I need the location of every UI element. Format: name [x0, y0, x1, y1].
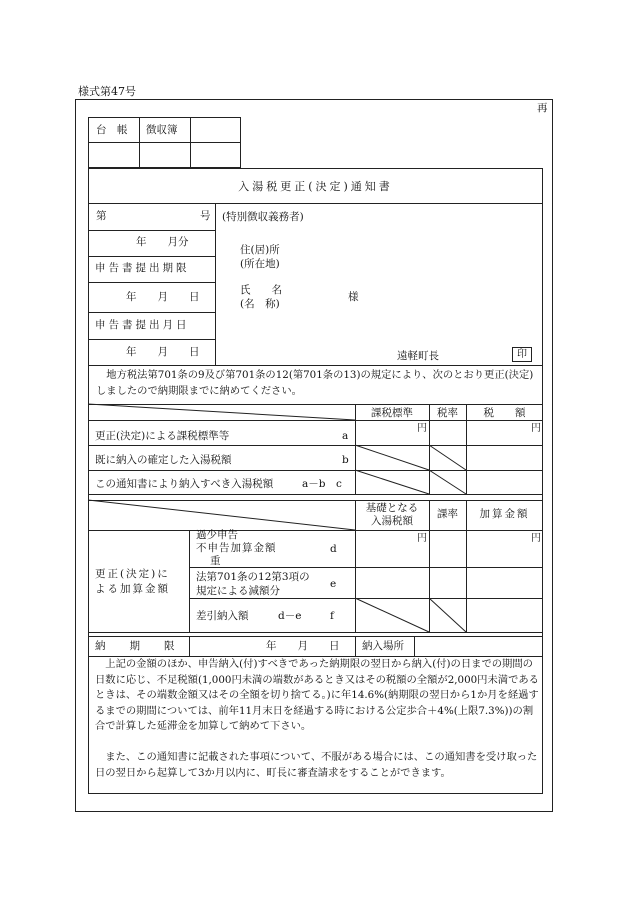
row-f-formula: d－e [278, 610, 302, 622]
row-d-line1: 過少申告 [196, 529, 238, 541]
surcharge-amount-header: 加算金額 [479, 508, 530, 520]
row-a-amount-unit: 円 [531, 423, 541, 434]
row-a-base-unit: 円 [417, 423, 427, 434]
row-e-line2: 規定による減額分 [196, 585, 280, 597]
number-label: 第 [96, 210, 107, 222]
table1-blank-diagonals [355, 445, 466, 494]
tax-amount-header: 税 額 [483, 407, 526, 419]
row-e-line1: 法第701条の12第3項の [196, 571, 310, 583]
payment-place-label: 納入場所 [362, 640, 404, 652]
row-c-code: a－b c [302, 478, 342, 490]
form-number: 様式第47号 [78, 85, 136, 98]
filing-date: 年 月 日 [126, 346, 200, 358]
number-suffix: 号 [200, 210, 211, 222]
issuer-name: 遠軽町長 [397, 350, 439, 362]
row-d-base-unit: 円 [417, 533, 427, 544]
surcharge-rate-header: 課率 [437, 508, 458, 520]
tax-base-header: 課税標準 [371, 407, 413, 419]
payment-deadline-label: 納 期 限 [95, 640, 176, 652]
surcharge-group-label-1: 更正(決定)に [95, 568, 170, 580]
row-c-label: この通知書により納入すべき入湯税額 [95, 478, 274, 490]
document-title: 入湯税更正(決定)通知書 [238, 180, 393, 193]
row-a-code: a [342, 430, 349, 442]
tax-period: 年 月分 [136, 236, 189, 248]
row-a-label: 更正(決定)による課税標準等 [95, 430, 230, 442]
tax-rate-header: 税率 [437, 407, 458, 419]
collection-book-label: 徴収簿 [146, 124, 178, 136]
address-sub-label: (所在地) [240, 258, 280, 270]
table2-header-diagonal [88, 500, 355, 530]
row-d-line3: 重 [210, 555, 221, 567]
appeal-note: また、この通知書に記載された事項について、不服がある場合には、この通知書を受け取った日の翌日から起算して3か月以内に、町長に審査請求をすることができます。 [95, 751, 538, 779]
late-fee-note: 上記の金額のほか、申告納入(付)すべきであった納期限の翌日から納入(付)の日までの期間の日数に応じ、不足税額(1,000円未満の端数があるとき又はその税額の全額が2,000円未満であるときは、その端数金額又はその全額を切り捨てる。)に年14.6%(納期限の翌日から1か月を経過するまでの期間については、前年11月末日を経過する時における公定歩合＋4%(上限7.3%))の割合で計算した延滞金を加算して納めて下さい。 [95, 658, 539, 733]
row-f-code: f [330, 610, 334, 622]
name-sub-label: (名 称) [240, 298, 280, 310]
name-label: 氏 名 [240, 284, 282, 296]
address-label: 住(居)所 [240, 244, 280, 256]
row-d-amount-unit: 円 [531, 533, 541, 544]
table1-header-diagonal [88, 404, 355, 420]
filing-deadline-label: 申告書提出期限 [95, 262, 190, 274]
row-f-label: 差引納入額 [196, 610, 249, 622]
row-b-code: b [342, 454, 349, 466]
official-seal: 印 [512, 347, 532, 362]
row-b-label: 既に納入の確定した入湯税額 [95, 454, 232, 466]
base-tax-header-1: 基礎となる [365, 502, 419, 514]
payment-deadline-date: 年 月 日 [266, 640, 340, 652]
base-tax-header-2: 入湯税額 [371, 515, 413, 527]
honorific: 様 [348, 291, 359, 303]
filing-date-label: 申告書提出月日 [95, 319, 190, 331]
filing-deadline-date: 年 月 日 [126, 291, 200, 303]
ledger-label: 台 帳 [96, 124, 128, 136]
reissue-mark: 再 [537, 102, 548, 114]
intro-text: 地方税法第701条の9及び第701条の12(第701条の13)の規定により、次のとおり更正(決定)しましたので納期限までに納めてください。 [96, 369, 534, 397]
collector-header: (特別徴収義務者) [222, 211, 304, 223]
row-d-line2: 不申告加算金額 [196, 542, 277, 554]
table2-blank-diagonals [355, 598, 466, 632]
row-e-code: e [330, 578, 337, 590]
row-d-code: d [330, 543, 337, 555]
surcharge-group-label-2: よる加算金額 [95, 583, 170, 595]
